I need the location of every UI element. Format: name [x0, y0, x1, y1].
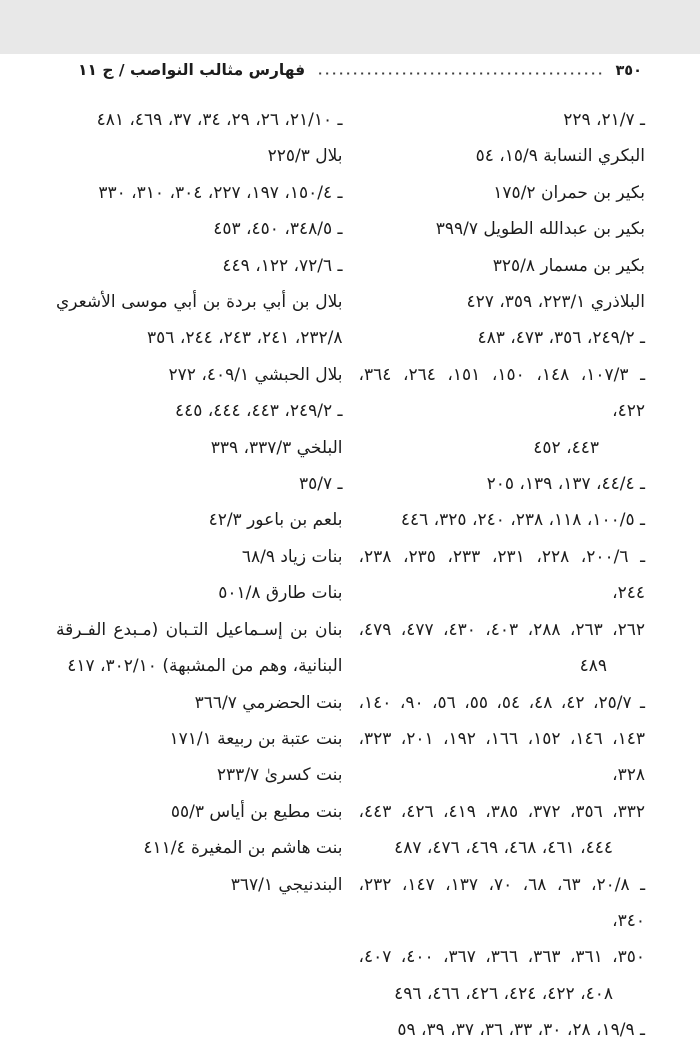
- index-line: بنت عتبة بن ربيعة ١٧١/١: [169, 728, 343, 749]
- index-line: البنانية، وهم من المشبهة) ٣٠٢/١٠، ٤١٧: [67, 656, 343, 677]
- index-line: بنات طارق ٥٠١/٨: [218, 583, 343, 604]
- index-line: ٤٨٩: [579, 656, 607, 677]
- index-line: ـ ٤٤/٤، ١٣٧، ١٣٩، ٢٠٥: [486, 474, 645, 495]
- index-column-right: [359, 102, 646, 1049]
- index-line: ٤٤٤، ٤٦١، ٤٦٨، ٤٦٩، ٤٧٦، ٤٨٧: [394, 838, 613, 859]
- index-line: ٢٦٢، ٢٦٣، ٢٨٨، ٤٠٣، ٤٣٠، ٤٧٧، ٤٧٩،: [358, 619, 645, 640]
- index-line: ـ ١٠٠/٥، ١١٨، ٢٣٨، ٢٤٠، ٣٢٥، ٤٤٦: [400, 510, 645, 531]
- book-page: [0, 54, 700, 1061]
- index-line: بلعم بن باعور ٤٢/٣: [208, 510, 343, 531]
- index-line: ـ ٢٥/٧، ٤٢، ٤٨، ٥٤، ٥٥، ٥٦، ٩٠، ١٤٠،: [358, 692, 645, 713]
- index-line: بلال ٢٢٥/٣: [267, 146, 343, 167]
- header-title: فهارس مثالب النواصب / ج ١١: [78, 60, 306, 79]
- index-line: بنت هاشم بن المغيرة ٤١١/٤: [143, 838, 343, 859]
- index-line: بكير بن مسمار ٣٢٥/٨: [492, 255, 645, 276]
- index-line: ـ ٣٥/٧: [298, 474, 343, 495]
- index-line: ـ ٢٠٠/٦، ٢٢٨، ٢٣١، ٢٣٣، ٢٣٥، ٢٣٨، ٢٤٤،: [358, 546, 646, 604]
- index-line: بلال الحبشي ٤٠٩/١، ٢٧٢: [168, 364, 343, 385]
- index-line: ـ ٢٤٩/٢، ٣٥٦، ٤٧٣، ٤٨٣: [477, 328, 645, 349]
- index-line: ـ ٧٢/٦، ١٢٢، ٤٤٩: [222, 255, 343, 276]
- index-line: البكري النسابة ١٥/٩، ٥٤: [475, 146, 645, 167]
- index-line: ـ ٢٤٩/٢، ٤٤٣، ٤٤٤، ٤٤٥: [174, 401, 343, 422]
- index-line: بنات زياد ٦٨/٩: [241, 546, 343, 567]
- index-line: ٣٣٢، ٣٥٦، ٣٧٢، ٣٨٥، ٤١٩، ٤٢٦، ٤٤٣،: [358, 801, 645, 822]
- index-line: بنت مطيع بن أياس ٥٥/٣: [170, 801, 343, 822]
- index-line: بنت الحضرمي ٣٦٦/٧: [194, 692, 343, 713]
- dotted-leader: [315, 72, 605, 75]
- index-line: ـ ٢١/١٠، ٢٦، ٢٩، ٣٤، ٣٧، ٤٦٩، ٤٨١: [96, 110, 343, 130]
- index-line: ـ ١٩/٩، ٢٨، ٣٠، ٣٣، ٣٦، ٣٧، ٣٩، ٥٩: [397, 1020, 645, 1041]
- index-line: بنت كسرىٰ ٢٣٣/٧: [216, 765, 343, 786]
- index-column-left: [56, 102, 343, 1049]
- index-line: بنان بن إسـماعيل التـبان (مـبدع الفـرقة: [56, 619, 343, 640]
- page-header: [78, 54, 642, 78]
- index-line: ـ ٢٠/٨، ٦٣، ٦٨، ٧٠، ١٣٧، ١٤٧، ٢٣٢، ٣٤٠،: [358, 874, 646, 931]
- index-body: [56, 102, 645, 1049]
- index-line: ٤٤٣، ٤٥٢: [533, 437, 599, 458]
- index-line: البندنيجي ٣٦٧/١: [230, 874, 343, 895]
- index-line: ـ ٣٤٨/٥، ٤٥٠، ٤٥٣: [213, 219, 343, 240]
- index-line: ـ ١٥٠/٤، ١٩٧، ٢٢٧، ٣٠٤، ٣١٠، ٣٣٠: [98, 182, 343, 203]
- index-line: ـ ١٠٧/٣، ١٤٨، ١٥٠، ١٥١، ٢٦٤، ٣٦٤، ٤٢٢،: [358, 364, 646, 422]
- index-line: ـ ٢١/٧، ٢٢٩: [563, 110, 645, 130]
- index-line: ٣٥٠، ٣٦١، ٣٦٣، ٣٦٦، ٣٦٧، ٤٠٠، ٤٠٧،: [358, 947, 645, 968]
- index-line: بكير بن حمران ١٧٥/٢: [493, 182, 645, 203]
- index-line: بلال بن أبي بردة بن أبي موسى الأشعري: [56, 292, 343, 313]
- index-line: بكير بن عبدالله الطويل ٣٩٩/٧: [435, 219, 645, 240]
- index-line: البلخي ٣٣٧/٣، ٣٣٩: [210, 437, 343, 458]
- index-line: ٤٠٨، ٤٢٢، ٤٢٤، ٤٢٦، ٤٦٦، ٤٩٦: [394, 983, 613, 1004]
- index-line: ١٤٣، ١٤٦، ١٥٢، ١٦٦، ١٩٢، ٢٠١، ٣٢٣، ٣٢٨،: [358, 728, 645, 786]
- index-line: ٢٣٢/٨، ٢٤١، ٢٤٣، ٢٤٤، ٣٥٦: [147, 328, 343, 349]
- page-number: ٣٥٠: [615, 62, 642, 79]
- index-line: البلاذري ٢٢٣/١، ٣٥٩، ٤٢٧: [466, 292, 645, 313]
